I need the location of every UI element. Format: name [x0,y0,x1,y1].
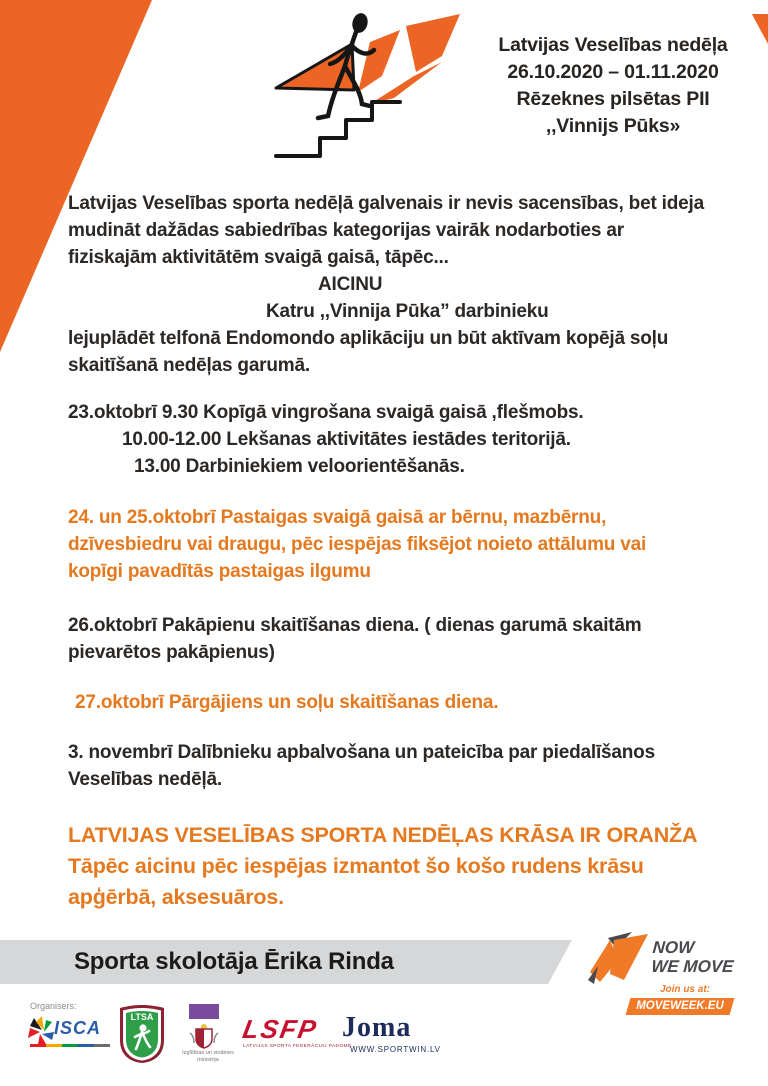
schedule-oct24-25 [68,504,768,585]
text-line: AICINU [318,274,383,295]
text-line: mudināt dažādas sabiedrības kategorijas vairāk nodarboties ar [68,220,624,241]
title-line-4: ,,Vinnijs Pūks» [545,115,681,137]
ministry-flag-icon [189,1004,219,1019]
moveweek-url: MOVEWEEK.EU [636,1000,724,1012]
intro-paragraph [68,190,768,379]
joma-wordmark: Joma [342,1012,412,1043]
lsfp-wordmark: LSFP [240,1014,321,1044]
schedule-nov3 [68,739,768,793]
schedule-oct26 [68,612,768,666]
nowwemove-wordmark [651,938,736,976]
organisers-label: Organisers: [30,1001,77,1011]
text-line: 26.oktobrī Pakāpienu skaitīšanas diena. ( dienas garumā skaitām [68,615,642,636]
text-line: 3. novembrī Dalībnieku apbalvošana un pateicība par piedalīšanos [68,742,655,763]
isca-tagline-bar [30,1044,110,1047]
text-line: 27.oktobrī Pārgājiens un soļu skaitīšanas diena. [75,692,499,713]
text-line: LATVIJAS VESELĪBAS SPORTA NEDĒĻAS KRĀSA IR ORANŽA [68,823,698,847]
schedule-oct23 [68,399,768,480]
title-line-3: Rēzeknes pilsētas PII [516,88,710,110]
text-line: 10.00-12.00 Lekšanas aktivitātes iestādes teritorijā. [122,429,571,450]
ministry-logo [176,1004,240,1066]
joma-url: WWW.SPORTWIN.LV [350,1045,441,1054]
text-line: Veselības nedēļā. [68,769,222,790]
text-line: lejuplādēt telfonā Endomondo aplikāciju un būt aktīvam kopējā soļu [68,328,669,349]
orange-color-callout [68,820,768,913]
nwm-line-2: WE MOVE [650,957,735,976]
teacher-name: Sporta skolotāja Ērika Rinda [74,948,394,975]
title-line-1: Latvijas Veselības nedēļa [498,34,728,56]
joma-logo [342,1012,462,1054]
text-line: skaitīšanā nedēļas garumā. [68,355,310,376]
text-line: 13.00 Darbiniekiem veloorientēšanās. [134,456,465,477]
ministry-caption [176,1050,240,1063]
text-line: Tāpēc aicinu pēc iespējas izmantot šo košo rudens krāsu [68,854,644,878]
svg-text:LTSA: LTSA [130,1012,154,1022]
nowwemove-arrow-svg [588,932,650,986]
text-line: 23.oktobrī 9.30 Kopīgā vingrošana svaigā gaisā ,flešmobs. [68,402,584,423]
page-title [448,32,768,140]
isca-wordmark: ISCA [54,1018,102,1038]
text-line: pievarētos pakāpienus) [68,642,275,663]
schedule-oct27 [68,689,768,716]
stair-climber-svg [272,10,464,160]
join-us-label: Join us at: [659,984,710,995]
nowwemove-arrow-icon [588,932,650,986]
isca-logo [28,1014,118,1050]
stair-climber-logo-icon [272,10,464,160]
text-line: dzīvesbiedru vai draugu, pēc iespējas fiksējot noieto attālumu vai [68,534,647,555]
title-line-2: 26.10.2020 – 01.11.2020 [507,61,719,83]
ltsa-logo [118,1004,166,1064]
nwm-line-1: NOW [652,938,695,957]
text-line: fiziskajām aktivitātēm svaigā gaisā, tāpēc... [68,247,449,268]
text-line: Katru ,,Vinnija Pūka” darbinieku [266,301,549,322]
ministry-caption-line-2: ministrija [197,1056,219,1063]
isca-burst-icon [28,1016,54,1046]
ministry-caption-line-1: Izglītības un zinātnes [182,1050,234,1056]
ltsa-shield-icon [118,1004,166,1064]
lsfp-caption: LATVIJAS SPORTA FEDERĀCIJU PADOME [243,1044,352,1049]
text-line: 24. un 25.oktobrī Pastaigas svaigā gaisā ar bērnu, mazbērnu, [68,507,607,528]
text-line: kopīgi pavadītās pastaigas ilgumu [68,561,371,582]
lsfp-logo [240,1014,353,1054]
text-line: apģērbā, aksesuāros. [68,885,284,909]
text-line: Latvijas Veselības sporta nedēļā galvenais ir nevis sacensības, bet ideja [68,193,704,214]
ministry-coat-of-arms-icon [187,1023,221,1049]
